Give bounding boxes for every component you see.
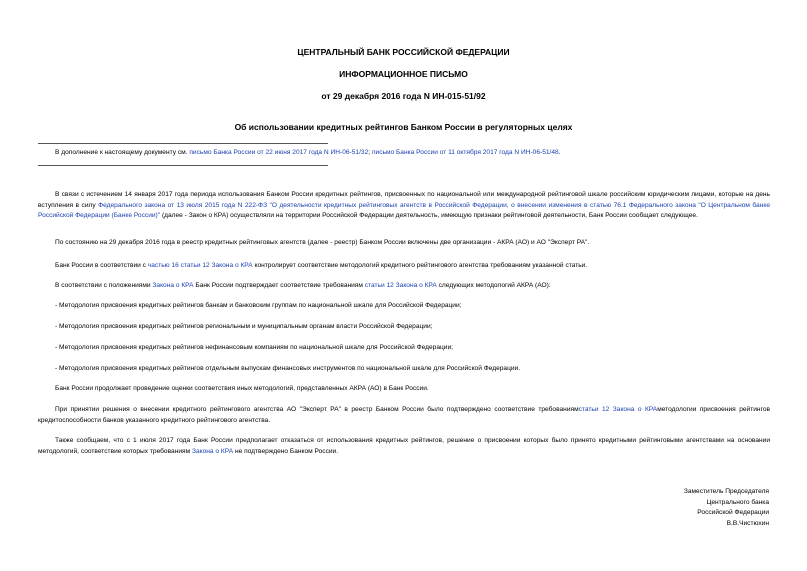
paragraph-4-text-c: следующих методологий АКРА (АО): <box>438 282 551 289</box>
paragraph-6-text-b: методологии присвоения рейтингов кредитоспособности банков указанного кредитного рейтингового агентства. <box>38 406 770 424</box>
paragraph-3-text-a: Банк России в соответствии с <box>55 262 146 269</box>
kra-law-link-2[interactable]: Закона о КРА <box>191 447 234 455</box>
paragraph-1-text-b: (далее - Закон о КРА) осуществляли на территории Российской Федерации деятельность, имеющую признаки рейтинговой деятельности, Банк России сообщает следующее. <box>161 212 698 220</box>
addendum-text: В дополнение к настоящему документу см. <box>55 149 188 156</box>
document-title: Об использовании кредитных рейтингов Банком России в регуляторных целях <box>234 122 573 132</box>
divider-top <box>38 143 328 144</box>
paragraph-3-text-b: контролирует соответствие методологий кредитного рейтингового агентства требованиям указанной статьи. <box>254 262 588 269</box>
addendum-link-2[interactable]: письмо Банка России от 11 октября 2017 года N ИН-06-51/48 <box>371 149 559 156</box>
paragraph-1 <box>38 190 770 222</box>
paragraph-4 <box>55 281 770 292</box>
paragraph-2: По состоянию на 29 декабря 2016 года в реестр кредитных рейтинговых агентств (далее - реестр) Банком России включены две организации - АКРА (АО) и АО "Эксперт РА". <box>55 239 590 246</box>
addendum-link-1[interactable]: письмо Банка России от 22 июня 2017 года N ИН-06-51/32 <box>189 149 369 156</box>
addendum-end: . <box>558 149 561 156</box>
paragraph-7 <box>38 436 770 457</box>
addendum-separator: ; <box>368 149 371 156</box>
methodology-item: - Методология присвоения кредитных рейтингов банкам и банковским группам по национальной шкале для Российской Федерации; <box>55 302 462 309</box>
document-date-number: от 29 декабря 2016 года N ИН-015-51/92 <box>321 91 486 101</box>
federal-law-link[interactable]: Федерального закона от 13 июля 2015 года N 222-ФЗ "О деятельности кредитных рейтинговых агентств в Российской Федерации, о внесении изменения в статью 76.1 Федерального закона "О Центральном банке Российской Федерации (Банке России)" <box>38 201 770 220</box>
signature-block <box>569 487 769 530</box>
divider-bottom <box>38 165 328 166</box>
paragraph-4-text-a: В соответствии с положениями <box>55 282 151 289</box>
paragraph-3 <box>55 261 770 272</box>
paragraph-7-text-b: не подтверждено Банком России. <box>234 447 339 455</box>
bank-name: ЦЕНТРАЛЬНЫЙ БАНК РОССИЙСКОЙ ФЕДЕРАЦИИ <box>297 47 510 57</box>
methodology-item: - Методология присвоения кредитных рейтингов отдельным выпускам финансовых инструментов по национальной шкале для Российской Федерации. <box>55 365 521 372</box>
addendum-note <box>55 148 775 159</box>
article-12-link[interactable]: статьи 12 Закона о КРА <box>364 282 437 289</box>
methodology-item: - Методология присвоения кредитных рейтингов региональным и муниципальным органам власти Российской Федерации; <box>55 323 433 330</box>
kra-law-link[interactable]: Закона о КРА <box>152 282 194 289</box>
signature-line: Российской Федерации <box>697 509 769 517</box>
paragraph-5: Банк России продолжает проведение оценки соответствия иных методологий, представленных АКРА (АО) в Банк России. <box>55 385 429 392</box>
signature-line: Заместитель Председателя <box>683 488 769 495</box>
paragraph-7-text-a: Также сообщаем, что с 1 июля 2017 года Банк России предполагает отказаться от использования кредитных рейтингов, решение о присвоении которых было принято кредитными рейтинговыми агентствами на основании методологий, соответствие которых требованиям <box>38 437 770 455</box>
paragraph-4-text-b: Банк России подтверждает соответствие требованиям <box>195 282 363 289</box>
paragraph-6 <box>38 405 770 426</box>
article-12-link-2[interactable]: статьи 12 Закона о КРА <box>578 406 658 413</box>
methodology-item: - Методология присвоения кредитных рейтингов нефинансовым компаниям по национальной шкале для Российской Федерации; <box>55 344 453 351</box>
paragraph-1-text-a: В связи с истечением 14 января 2017 года периода использования Банком России кредитных рейтингов, присвоенных по национальной или международной рейтинговой шкале российским юридическим лицами, которые на день вступления в силу <box>38 191 770 209</box>
paragraph-6-text-a: При принятии решения о внесении кредитного рейтингового агентства АО "Эксперт РА" в реестр Банком России было подтверждено соответствие требованиям <box>55 406 579 413</box>
article-12-part-16-link[interactable]: частью 16 статьи 12 Закона о КРА <box>147 262 253 269</box>
signatory-name: В.В.Чистюхин <box>726 520 769 528</box>
signature-line: Центрального банка <box>706 498 769 506</box>
document-type: ИНФОРМАЦИОННОЕ ПИСЬМО <box>339 69 468 79</box>
